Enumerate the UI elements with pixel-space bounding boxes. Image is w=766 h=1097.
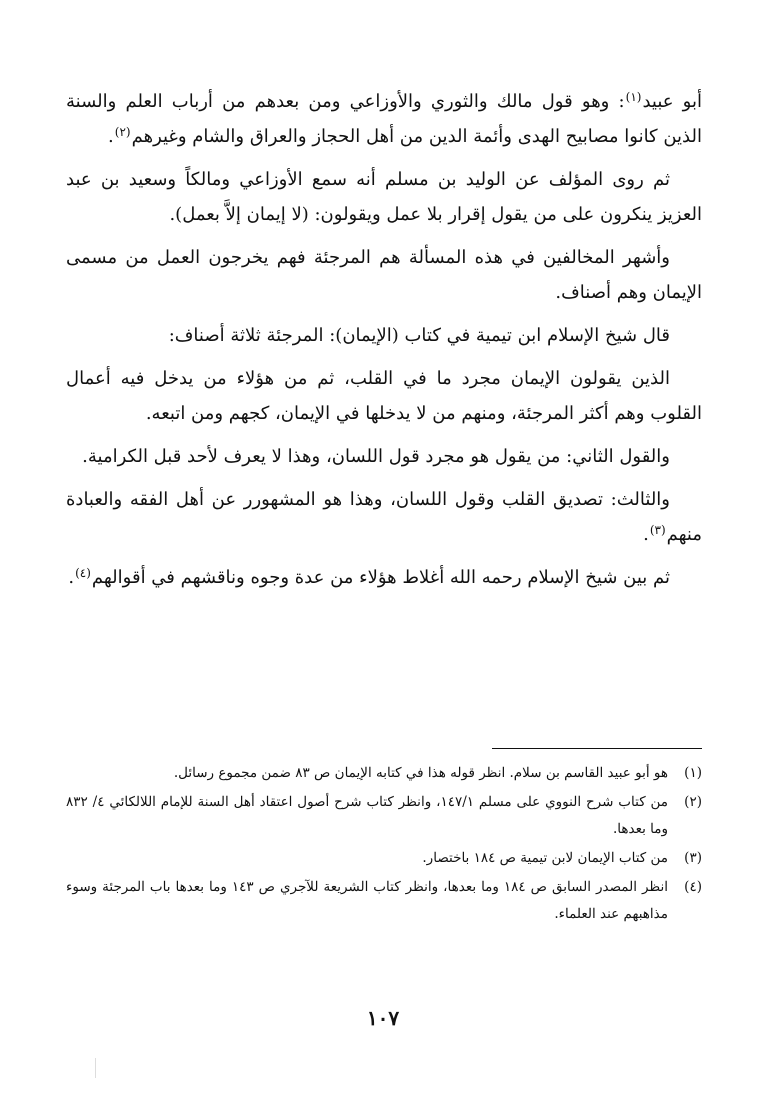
footnote-1 [66,760,702,787]
footnote-2 [66,789,702,843]
paragraph-6: والقول الثاني: من يقول هو مجرد قول اللسان، وهذا لا يعرف لأحد قبل الكرامية. [82,446,670,467]
paragraph-3: وأشهر المخالفين في هذه المسألة هم المرجئة فهم يخرجون العمل من مسمى الإيمان وهم أصناف. [66,247,702,303]
footnote-ref-3: (٣) [649,523,666,537]
paragraph-5: الذين يقولون الإيمان مجرد ما في القلب، ثم من هؤلاء من يدخل فيه أعمال القلوب وهم أكثر المرجئة، ومنهم من لا يدخلها في الإيمان، كجهم ومن اتبعه. [66,368,702,424]
paragraph-2: ثم روى المؤلف عن الوليد بن مسلم أنه سمع الأوزاعي ومالكاً وسعيد بن عبد العزيز ينكرون على من يقول إقرار بلا عمل ويقولون: (لا إيمان إلاَّ بعمل). [66,169,702,225]
paragraph-1 [66,84,702,154]
footnote-number: (٤) [684,879,702,895]
footnote-ref-1: (١) [625,90,642,104]
paragraph-8-body: ثم بين شيخ الإسلام رحمه الله أغلاط هؤلاء من عدة وجوه وناقشهم في أقوالهم [91,567,670,588]
paragraph-1-end: . [108,126,114,147]
footnote-number: (٣) [684,850,702,866]
footnote-3 [66,845,702,872]
main-text [66,84,702,603]
paragraph-1-body: : وهو قول مالك والثوري والأوزاعي ومن بعدهم من أرباب العلم والسنة الذين كانوا مصابيح الهدى وأئمة الدين من أهل الحجاز والعراق والشام وغيرهم [66,91,702,147]
footnote-ref-4: (٤) [75,566,91,580]
paragraph-4: قال شيخ الإسلام ابن تيمية في كتاب (الإيمان): المرجئة ثلاثة أصناف: [168,325,670,346]
scan-artifact [95,1058,96,1078]
footnote-text: هو أبو عبيد القاسم بن سلام. انظر قوله هذا في كتابه الإيمان ص ٨٣ ضمن مجموع رسائل. [173,765,668,781]
footnote-text: من كتاب الإيمان لابن تيمية ص ١٨٤ باختصار. [422,850,668,866]
page-number: ١٠٧ [366,1006,400,1030]
paragraph-8-end: . [68,567,75,588]
footnote-text: انظر المصدر السابق ص ١٨٤ وما بعدها، وانظر كتاب الشريعة للآجري ص ١٤٣ وما بعدها باب المرجئة وسوء مذاهبهم عند العلماء. [66,879,668,922]
footnote-number: (٢) [684,794,702,810]
paragraph-1-start: أبو عبيد [642,91,702,112]
footnote-number: (١) [684,765,702,781]
footnote-ref-2: (٢) [114,125,131,139]
paragraph-8 [66,560,702,595]
footnote-text: من كتاب شرح النووي على مسلم ١٤٧/١، وانظر كتاب شرح أصول اعتقاد أهل السنة للإمام اللالكائي ٤/ ٨٣٢ وما بعدها. [66,794,668,837]
paragraph-7-end: . [643,524,649,545]
footnotes [66,760,702,930]
footnote-4 [66,874,702,928]
footnote-separator [492,748,702,749]
paragraph-7 [66,482,702,552]
paragraph-7-body: والثالث: تصديق القلب وقول اللسان، وهذا هو المشهورر عن أهل الفقه والعبادة منهم [66,489,702,545]
